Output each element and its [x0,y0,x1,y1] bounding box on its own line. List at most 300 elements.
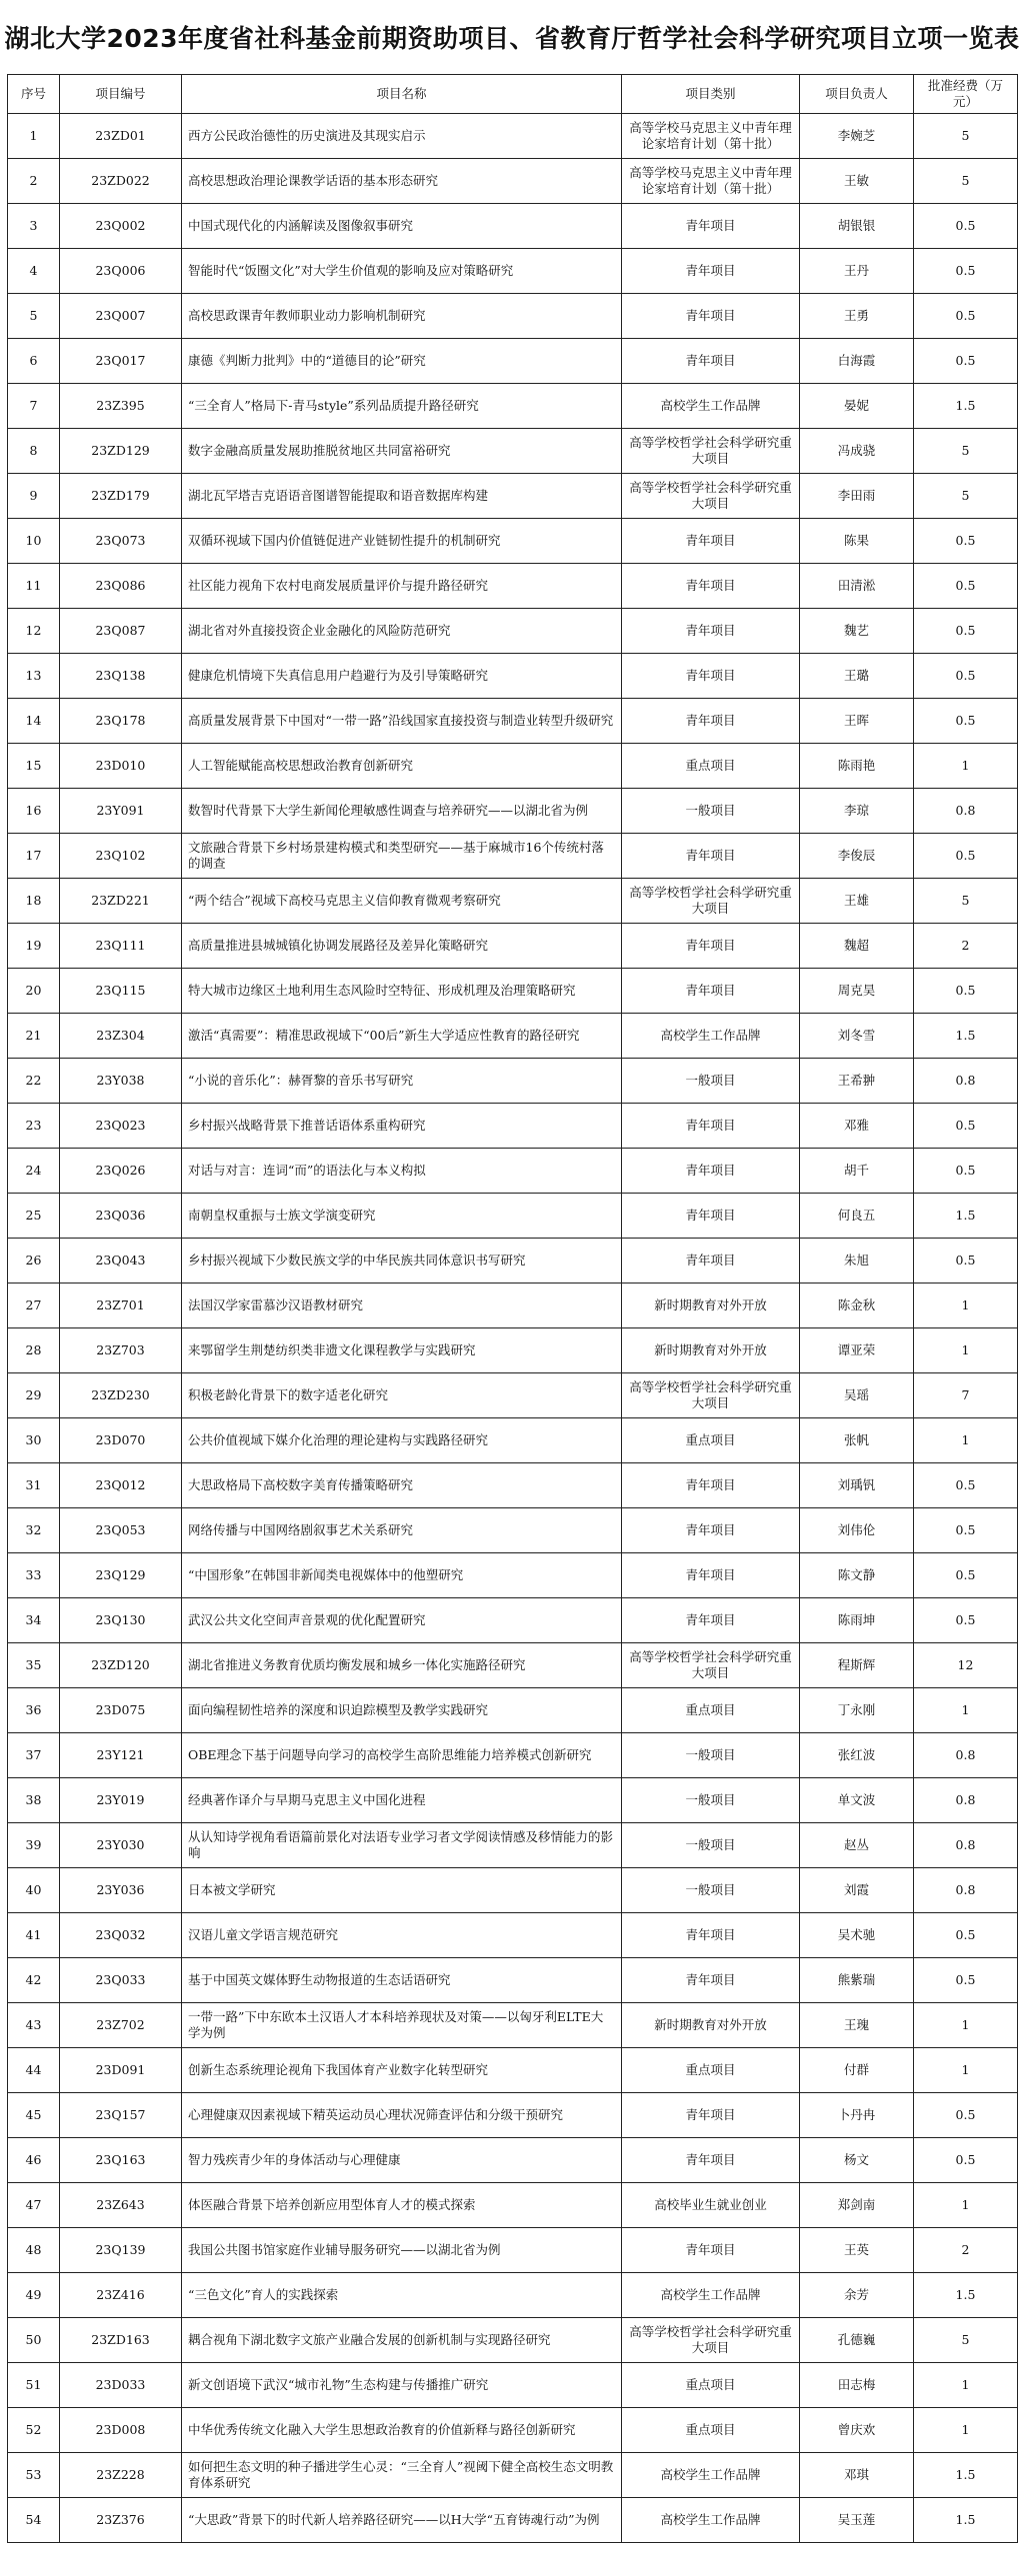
project-id: 23D008 [60,2408,182,2453]
project-leader: 王璐 [800,654,914,699]
table-row [8,429,1018,474]
row-index: 47 [8,2183,60,2228]
project-leader: 邓琪 [800,2453,914,2498]
project-leader: 冯成骁 [800,429,914,474]
project-name: 耦合视角下湖北数字文旅产业融合发展的创新机制与实现路径研究 [182,2318,622,2363]
project-id: 23Z416 [60,2273,182,2318]
project-category: 高等学校哲学社会科学研究重大项目 [622,2318,800,2363]
table-row [8,1958,1018,2003]
project-leader: 邓雅 [800,1104,914,1149]
project-name: 网络传播与中国网络剧叙事艺术关系研究 [182,1508,622,1553]
approved-funding: 0.5 [914,1553,1018,1598]
table-row [8,2003,1018,2048]
project-name: 高校思想政治理论课教学话语的基本形态研究 [182,159,622,204]
project-leader: 魏超 [800,924,914,969]
project-name: 湖北瓦罕塔吉克语语音图谱智能提取和语音数据库构建 [182,474,622,519]
row-index: 5 [8,294,60,339]
project-name: 我国公共图书馆家庭作业辅导服务研究——以湖北省为例 [182,2228,622,2273]
project-name: 乡村振兴战略背景下推普话语体系重构研究 [182,1104,622,1149]
project-id: 23ZD221 [60,879,182,924]
project-leader: 赵丛 [800,1823,914,1868]
project-name: 来鄂留学生荆楚纺织类非遗文化课程教学与实践研究 [182,1328,622,1373]
project-id: 23Q043 [60,1239,182,1284]
approved-funding: 0.5 [914,1913,1018,1958]
row-index: 12 [8,609,60,654]
approved-funding: 5 [914,2318,1018,2363]
approved-funding: 0.5 [914,1104,1018,1149]
row-index: 39 [8,1823,60,1868]
table-row [8,1823,1018,1868]
project-category: 青年项目 [622,204,800,249]
table-row [8,1104,1018,1149]
project-name: 高质量推进县城城镇化协调发展路径及差异化策略研究 [182,924,622,969]
table-row [8,1149,1018,1194]
project-id: 23Q036 [60,1194,182,1239]
project-name: 体医融合背景下培养创新应用型体育人才的模式探索 [182,2183,622,2228]
project-name: 高质量发展背景下中国对“一带一路”沿线国家直接投资与制造业转型升级研究 [182,699,622,744]
approved-funding: 0.5 [914,699,1018,744]
project-leader: 魏艺 [800,609,914,654]
project-category: 青年项目 [622,1239,800,1284]
approved-funding: 0.8 [914,1868,1018,1913]
project-category: 青年项目 [622,294,800,339]
row-index: 10 [8,519,60,564]
project-name: 公共价值视域下媒介化治理的理论建构与实践路径研究 [182,1418,622,1463]
approved-funding: 1 [914,1284,1018,1328]
project-leader: 付群 [800,2048,914,2093]
header-approved-funding: 批准经费（万元） [914,75,1018,114]
row-index: 50 [8,2318,60,2363]
project-name: 南朝皇权重振与士族文学演变研究 [182,1194,622,1239]
project-id: 23Q086 [60,564,182,609]
project-name: 武汉公共文化空间声音景观的优化配置研究 [182,1598,622,1643]
table-row [8,339,1018,384]
project-name: 心理健康双因素视域下精英运动员心理状况筛查评估和分级干预研究 [182,2093,622,2138]
project-id: 23Q032 [60,1913,182,1958]
approved-funding: 0.5 [914,1508,1018,1553]
table-row [8,2363,1018,2408]
table-row [8,474,1018,519]
project-leader: 卜丹冉 [800,2093,914,2138]
project-id: 23Q115 [60,969,182,1014]
approved-funding: 2 [914,924,1018,969]
approved-funding: 1.5 [914,2273,1018,2318]
table-row [8,2138,1018,2183]
project-category: 青年项目 [622,564,800,609]
project-leader: 刘瑀钒 [800,1463,914,1508]
project-name: 西方公民政治德性的历史演进及其现实启示 [182,114,622,159]
project-leader: 程斯辉 [800,1643,914,1688]
row-index: 38 [8,1778,60,1823]
row-index: 46 [8,2138,60,2183]
project-leader: 田清淞 [800,564,914,609]
row-index: 27 [8,1284,60,1328]
project-name: 对话与对言：连词“而”的语法化与本义构拟 [182,1149,622,1194]
table-row [8,1328,1018,1373]
row-index: 8 [8,429,60,474]
approved-funding: 5 [914,879,1018,924]
row-index: 22 [8,1059,60,1104]
approved-funding: 1 [914,2363,1018,2408]
approved-funding: 1 [914,2048,1018,2093]
project-name: 激活“真需要”：精准思政视域下“00后”新生大学适应性教育的路径研究 [182,1014,622,1059]
approved-funding: 0.8 [914,1733,1018,1778]
header-project-category: 项目类别 [622,75,800,114]
project-id: 23D070 [60,1418,182,1463]
table-body [8,114,1018,2543]
document-title: 湖北大学2023年度省社科基金前期资助项目、省教育厅哲学社会科学研究项目立项一览表 [4,24,1020,53]
project-leader: 余芳 [800,2273,914,2318]
project-id: 23Q102 [60,834,182,879]
project-leader: 何良五 [800,1194,914,1239]
table-row [8,1508,1018,1553]
table-row [8,1868,1018,1913]
project-id: 23Q073 [60,519,182,564]
approved-funding: 5 [914,114,1018,159]
project-category: 青年项目 [622,2138,800,2183]
project-category: 一般项目 [622,1733,800,1778]
project-id: 23Q012 [60,1463,182,1508]
project-category: 青年项目 [622,924,800,969]
row-index: 21 [8,1014,60,1059]
table-row [8,519,1018,564]
project-category: 高校毕业生就业创业 [622,2183,800,2228]
row-index: 9 [8,474,60,519]
approved-funding: 0.5 [914,654,1018,699]
project-category: 一般项目 [622,1868,800,1913]
approved-funding: 0.5 [914,1958,1018,2003]
project-name: 数字金融高质量发展助推脱贫地区共同富裕研究 [182,429,622,474]
approved-funding: 1.5 [914,1194,1018,1239]
row-index: 15 [8,744,60,789]
table-row [8,1733,1018,1778]
project-id: 23Q157 [60,2093,182,2138]
project-name: 基于中国英文媒体野生动物报道的生态话语研究 [182,1958,622,2003]
table-row [8,2183,1018,2228]
project-category: 高等学校哲学社会科学研究重大项目 [622,1373,800,1418]
table-row [8,924,1018,969]
approved-funding: 0.8 [914,789,1018,834]
project-leader: 丁永刚 [800,1688,914,1733]
project-name: “两个结合”视域下高校马克思主义信仰教育微观考察研究 [182,879,622,924]
project-id: 23Q002 [60,204,182,249]
project-name: 法国汉学家雷慕沙汉语教材研究 [182,1284,622,1328]
row-index: 51 [8,2363,60,2408]
project-id: 23Q178 [60,699,182,744]
table-row [8,834,1018,879]
project-name: 数智时代背景下大学生新闻伦理敏感性调查与培养研究——以湖北省为例 [182,789,622,834]
project-id: 23Q007 [60,294,182,339]
table-row [8,1643,1018,1688]
project-leader: 杨文 [800,2138,914,2183]
table-row [8,1778,1018,1823]
row-index: 31 [8,1463,60,1508]
project-table [7,74,1018,2543]
project-name: 湖北省推进义务教育优质均衡发展和城乡一体化实施路径研究 [182,1643,622,1688]
row-index: 42 [8,1958,60,2003]
approved-funding: 0.5 [914,2138,1018,2183]
project-category: 重点项目 [622,744,800,789]
approved-funding: 0.5 [914,564,1018,609]
project-leader: 王雄 [800,879,914,924]
row-index: 26 [8,1239,60,1284]
project-leader: 吴玉莲 [800,2498,914,2543]
row-index: 32 [8,1508,60,1553]
project-leader: 吴术驰 [800,1913,914,1958]
approved-funding: 5 [914,474,1018,519]
project-id: 23Q026 [60,1149,182,1194]
project-id: 23Y121 [60,1733,182,1778]
project-leader: 张帆 [800,1418,914,1463]
approved-funding: 0.8 [914,1059,1018,1104]
row-index: 41 [8,1913,60,1958]
project-leader: 王丹 [800,249,914,294]
project-name: 人工智能赋能高校思想政治教育创新研究 [182,744,622,789]
project-category: 新时期教育对外开放 [622,1328,800,1373]
table-row [8,564,1018,609]
table-row [8,1373,1018,1418]
approved-funding: 0.5 [914,609,1018,654]
row-index: 3 [8,204,60,249]
row-index: 48 [8,2228,60,2273]
project-id: 23Z228 [60,2453,182,2498]
table-row [8,1913,1018,1958]
project-name: 特大城市边缘区土地利用生态风险时空特征、形成机理及治理策略研究 [182,969,622,1014]
project-name: 面向编程韧性培养的深度和识迫踪模型及教学实践研究 [182,1688,622,1733]
table-row [8,879,1018,924]
project-leader: 曾庆欢 [800,2408,914,2453]
project-name: 乡村振兴视域下少数民族文学的中华民族共同体意识书写研究 [182,1239,622,1284]
approved-funding: 1.5 [914,2453,1018,2498]
row-index: 33 [8,1553,60,1598]
project-leader: 白海霞 [800,339,914,384]
project-name: 康德《判断力批判》中的“道德目的论”研究 [182,339,622,384]
project-id: 23D091 [60,2048,182,2093]
approved-funding: 0.5 [914,204,1018,249]
project-id: 23ZD129 [60,429,182,474]
project-category: 青年项目 [622,339,800,384]
project-leader: 谭亚荣 [800,1328,914,1373]
project-leader: 熊紫瑞 [800,1958,914,2003]
project-name: 经典著作译介与早期马克思主义中国化进程 [182,1778,622,1823]
row-index: 54 [8,2498,60,2543]
project-category: 高校学生工作品牌 [622,2453,800,2498]
table-row [8,609,1018,654]
table-row [8,1194,1018,1239]
approved-funding: 0.5 [914,339,1018,384]
project-name: 一带一路”下中东欧本土汉语人才本科培养现状及对策——以匈牙利ELTE大学为例 [182,2003,622,2048]
project-id: 23ZD230 [60,1373,182,1418]
project-category: 重点项目 [622,2048,800,2093]
table-row [8,2408,1018,2453]
approved-funding: 1 [914,2183,1018,2228]
row-index: 18 [8,879,60,924]
project-category: 青年项目 [622,2228,800,2273]
project-category: 高校学生工作品牌 [622,384,800,429]
project-name: 中国式现代化的内涵解读及图像叙事研究 [182,204,622,249]
project-leader: 王晖 [800,699,914,744]
project-category: 重点项目 [622,1418,800,1463]
project-category: 高校学生工作品牌 [622,2273,800,2318]
project-id: 23Z304 [60,1014,182,1059]
project-name: OBE理念下基于问题导向学习的高校学生高阶思维能力培养模式创新研究 [182,1733,622,1778]
project-id: 23Q130 [60,1598,182,1643]
table-row [8,2273,1018,2318]
approved-funding: 5 [914,159,1018,204]
row-index: 23 [8,1104,60,1149]
table-row [8,2498,1018,2543]
project-category: 青年项目 [622,1194,800,1239]
approved-funding: 0.8 [914,1778,1018,1823]
row-index: 16 [8,789,60,834]
project-leader: 陈雨坤 [800,1598,914,1643]
row-index: 14 [8,699,60,744]
row-index: 24 [8,1149,60,1194]
project-id: 23Z702 [60,2003,182,2048]
project-id: 23Q129 [60,1553,182,1598]
project-name: “小说的音乐化”：赫胥黎的音乐书写研究 [182,1059,622,1104]
table-row [8,1418,1018,1463]
project-id: 23Q023 [60,1104,182,1149]
project-id: 23Q163 [60,2138,182,2183]
project-name: 高校思政课青年教师职业动力影响机制研究 [182,294,622,339]
table-row [8,1598,1018,1643]
row-index: 45 [8,2093,60,2138]
project-category: 高等学校哲学社会科学研究重大项目 [622,474,800,519]
approved-funding: 0.5 [914,1598,1018,1643]
project-category: 青年项目 [622,1913,800,1958]
table-row [8,1463,1018,1508]
approved-funding: 1.5 [914,2498,1018,2543]
approved-funding: 0.5 [914,2093,1018,2138]
project-category: 高等学校马克思主义中青年理论家培育计划（第十批） [622,114,800,159]
project-category: 一般项目 [622,1823,800,1868]
project-leader: 单文波 [800,1778,914,1823]
project-name: 如何把生态文明的种子播进学生心灵：“三全育人”视阈下健全高校生态文明教育体系研究 [182,2453,622,2498]
project-category: 青年项目 [622,969,800,1014]
project-category: 青年项目 [622,2093,800,2138]
project-id: 23Q017 [60,339,182,384]
table-row [8,699,1018,744]
project-leader: 吴瑶 [800,1373,914,1418]
project-leader: 陈文静 [800,1553,914,1598]
row-index: 13 [8,654,60,699]
project-category: 高等学校马克思主义中青年理论家培育计划（第十批） [622,159,800,204]
row-index: 36 [8,1688,60,1733]
project-category: 青年项目 [622,249,800,294]
header-index: 序号 [8,75,60,114]
project-category: 青年项目 [622,1553,800,1598]
approved-funding: 1 [914,1328,1018,1373]
project-id: 23Y038 [60,1059,182,1104]
project-category: 青年项目 [622,1958,800,2003]
project-id: 23ZD120 [60,1643,182,1688]
project-id: 23Y091 [60,789,182,834]
table-row [8,1688,1018,1733]
project-leader: 晏妮 [800,384,914,429]
project-id: 23Q006 [60,249,182,294]
approved-funding: 1 [914,1688,1018,1733]
project-id: 23ZD01 [60,114,182,159]
table-row [8,159,1018,204]
row-index: 34 [8,1598,60,1643]
approved-funding: 1 [914,744,1018,789]
project-leader: 刘冬雪 [800,1014,914,1059]
project-category: 新时期教育对外开放 [622,1284,800,1328]
project-id: 23D033 [60,2363,182,2408]
project-category: 青年项目 [622,1598,800,1643]
project-leader: 王英 [800,2228,914,2273]
project-name: 文旅融合背景下乡村场景建构模式和类型研究——基于麻城市16个传统村落的调查 [182,834,622,879]
project-name: 积极老龄化背景下的数字适老化研究 [182,1373,622,1418]
project-name: 智能时代“饭圈文化”对大学生价值观的影响及应对策略研究 [182,249,622,294]
table-row [8,249,1018,294]
project-category: 青年项目 [622,834,800,879]
project-category: 青年项目 [622,1149,800,1194]
approved-funding: 0.5 [914,969,1018,1014]
project-leader: 李俊辰 [800,834,914,879]
project-id: 23Q087 [60,609,182,654]
row-index: 35 [8,1643,60,1688]
row-index: 11 [8,564,60,609]
project-category: 一般项目 [622,1059,800,1104]
row-index: 52 [8,2408,60,2453]
row-index: 37 [8,1733,60,1778]
project-name: 健康危机情境下失真信息用户趋避行为及引导策略研究 [182,654,622,699]
table-row [8,1553,1018,1598]
approved-funding: 0.5 [914,1239,1018,1284]
project-category: 高等学校哲学社会科学研究重大项目 [622,429,800,474]
approved-funding: 0.5 [914,1463,1018,1508]
project-category: 重点项目 [622,2363,800,2408]
table-row [8,654,1018,699]
project-category: 青年项目 [622,699,800,744]
project-id: 23Q033 [60,1958,182,2003]
project-category: 新时期教育对外开放 [622,2003,800,2048]
row-index: 1 [8,114,60,159]
approved-funding: 5 [914,429,1018,474]
project-leader: 陈果 [800,519,914,564]
project-leader: 刘伟伦 [800,1508,914,1553]
project-leader: 王希翀 [800,1059,914,1104]
project-leader: 朱旭 [800,1239,914,1284]
approved-funding: 7 [914,1373,1018,1418]
row-index: 20 [8,969,60,1014]
project-name: “大思政”背景下的时代新人培养路径研究——以H大学“五育铸魂行动”为例 [182,2498,622,2543]
project-name: 大思政格局下高校数字美育传播策略研究 [182,1463,622,1508]
table-row [8,204,1018,249]
table-row [8,744,1018,789]
project-category: 青年项目 [622,609,800,654]
project-id: 23D010 [60,744,182,789]
project-leader: 刘霞 [800,1868,914,1913]
approved-funding: 12 [914,1643,1018,1688]
project-leader: 王瑰 [800,2003,914,2048]
project-leader: 王敏 [800,159,914,204]
project-leader: 张红波 [800,1733,914,1778]
row-index: 40 [8,1868,60,1913]
row-index: 17 [8,834,60,879]
project-id: 23Z376 [60,2498,182,2543]
project-name: 新文创语境下武汉“城市礼物”生态构建与传播推广研究 [182,2363,622,2408]
project-leader: 周克昊 [800,969,914,1014]
project-leader: 孔德巍 [800,2318,914,2363]
project-category: 青年项目 [622,519,800,564]
project-id: 23Z395 [60,384,182,429]
project-id: 23ZD163 [60,2318,182,2363]
project-id: 23ZD179 [60,474,182,519]
project-category: 青年项目 [622,654,800,699]
